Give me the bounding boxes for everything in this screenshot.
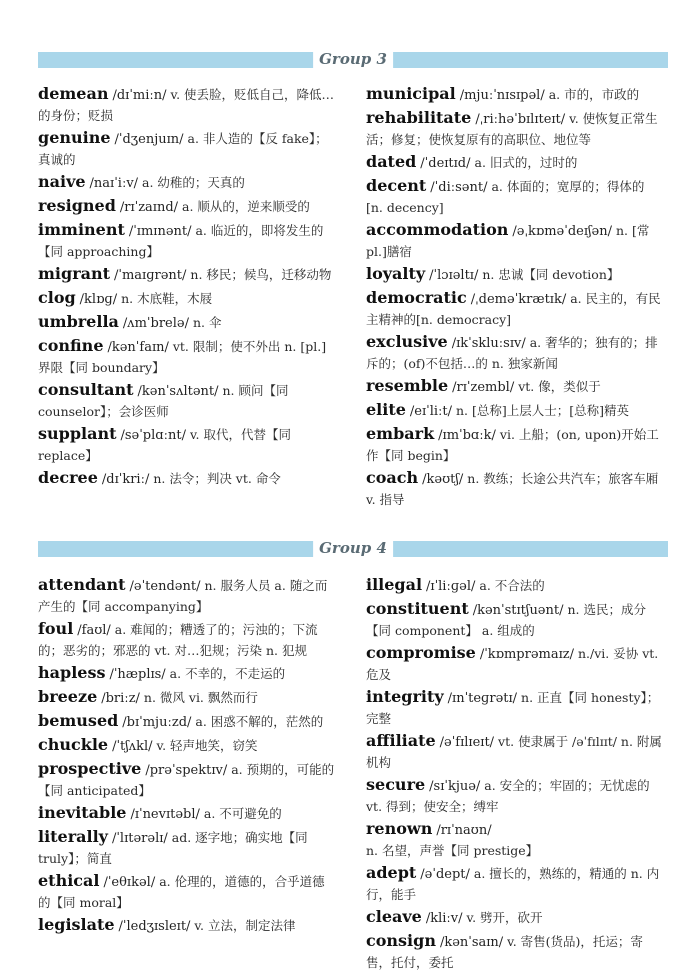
phonetic: /kənˈsaɪn/ xyxy=(439,935,504,950)
vocab-entry xyxy=(366,468,664,510)
definition: n. [常 pl.]膳宿 xyxy=(366,223,650,259)
definition: n. 木底鞋，木屐 xyxy=(121,291,213,306)
definition: a. 市的，市政的 xyxy=(548,87,640,102)
headword: legislate xyxy=(38,915,115,934)
headword: democratic xyxy=(366,288,467,307)
headword: affiliate xyxy=(366,731,436,750)
phonetic: /klɒɡ/ xyxy=(79,292,118,307)
vocab-entry xyxy=(38,312,336,334)
vocab-entry xyxy=(38,288,336,310)
vocab-entry xyxy=(38,220,336,262)
group-banner xyxy=(38,52,668,68)
headword: demean xyxy=(38,84,109,103)
vocab-entry xyxy=(38,172,336,194)
vocab-entry xyxy=(366,575,664,597)
headword: chuckle xyxy=(38,735,109,754)
headword: elite xyxy=(366,400,406,419)
headword: secure xyxy=(366,775,426,794)
headword: decent xyxy=(366,176,427,195)
vocab-entry xyxy=(38,84,336,126)
phonetic: /ˌriːhəˈbɪlɪteɪt/ xyxy=(475,112,566,127)
vocab-entry xyxy=(38,687,336,709)
phonetic: /ˈlɪtərəlɪ/ xyxy=(111,831,168,846)
phonetic: /ˈɪmɪnənt/ xyxy=(128,224,192,239)
headword: resigned xyxy=(38,196,116,215)
definition: a. 奢华的；独有的；排斥的；(of)不包括…的 n. 独家新闻 xyxy=(366,335,658,371)
definition: vi. 上船；(on, upon)开始工作【同 begin】 xyxy=(366,427,659,463)
phonetic: /sɪˈkjuə/ xyxy=(429,779,481,794)
definition: a. 困惑不解的，茫然的 xyxy=(195,714,324,729)
definition: n./vi. 妥协 vt. 危及 xyxy=(366,646,659,682)
vocab-entry xyxy=(38,468,336,490)
headword: rehabilitate xyxy=(366,108,472,127)
vocab-entry xyxy=(366,108,664,150)
entries-column-left xyxy=(38,84,336,492)
definition: a. 安全的；牢固的；无忧虑的 vt. 得到；使安全；缚牢 xyxy=(366,778,650,814)
phonetic: /naɪˈiːv/ xyxy=(89,176,139,191)
headword: integrity xyxy=(366,687,444,706)
vocab-entry xyxy=(366,288,664,330)
definition: v. 轻声地笑，窃笑 xyxy=(156,738,258,753)
definition: n. 教练；长途公共汽车；旅客车厢 v. 指导 xyxy=(366,471,659,507)
headword: supplant xyxy=(38,424,117,443)
vocab-entry xyxy=(366,264,664,286)
phonetic: /kənˈsʌltənt/ xyxy=(137,384,219,399)
headword: illegal xyxy=(366,575,423,594)
vocab-entry xyxy=(38,735,336,757)
headword: renown xyxy=(366,819,433,838)
vocab-entry xyxy=(38,759,336,801)
vocab-entry xyxy=(366,819,664,861)
phonetic: /ˈkɒmprəmaɪz/ xyxy=(479,647,574,662)
definition: a. 非人造的【反 fake】；真诚的 xyxy=(38,131,328,167)
vocab-entry xyxy=(38,915,336,937)
definition: a. 预期的，可能的【同 anticipated】 xyxy=(38,762,335,798)
definition: n. 忠诚【同 devotion】 xyxy=(482,267,620,282)
headword: bemused xyxy=(38,711,119,730)
entries-column-right xyxy=(366,84,664,512)
definition: a. 不可避免的 xyxy=(203,806,282,821)
vocab-entry xyxy=(38,711,336,733)
definition: a. 不合法的 xyxy=(479,578,545,593)
group-banner xyxy=(38,541,668,557)
vocab-entry xyxy=(366,687,664,729)
phonetic: /kliːv/ xyxy=(425,911,463,926)
definition: n. 选民；成分【同 component】 a. 组成的 xyxy=(366,602,646,638)
definition: a. 旧式的，过时的 xyxy=(474,155,578,170)
definition: n. 服务人员 a. 随之而产生的【同 accompanying】 xyxy=(38,578,328,614)
vocab-entry xyxy=(38,128,336,170)
headword: ethical xyxy=(38,871,100,890)
headword: clog xyxy=(38,288,76,307)
group-title: Group 4 xyxy=(313,538,393,558)
headword: constituent xyxy=(366,599,469,618)
vocab-entry xyxy=(38,871,336,913)
definition: v. 取代，代替【同 replace】 xyxy=(38,427,291,463)
phonetic: /ˈledʒɪsleɪt/ xyxy=(118,919,191,934)
phonetic: /rɪˈzaɪnd/ xyxy=(119,200,179,215)
phonetic: /səˈplɑːnt/ xyxy=(120,428,186,443)
vocab-entry xyxy=(366,220,664,262)
vocab-entry xyxy=(366,931,664,973)
phonetic: /eɪˈliːt/ xyxy=(409,404,452,419)
entries-column-left xyxy=(38,575,336,939)
phonetic: /ˈdeɪtɪd/ xyxy=(420,156,471,171)
vocab-entry xyxy=(366,907,664,929)
definition: n. 伞 xyxy=(192,315,222,330)
vocab-entry xyxy=(38,424,336,466)
definition: a. 伦理的，道德的，合乎道德的【同 moral】 xyxy=(38,874,325,910)
definition: n. 名望，声誉【同 prestige】 xyxy=(366,843,539,858)
vocab-entry xyxy=(366,731,664,773)
headword: hapless xyxy=(38,663,106,682)
vocab-entry xyxy=(38,196,336,218)
headword: inevitable xyxy=(38,803,127,822)
headword: dated xyxy=(366,152,417,171)
headword: foul xyxy=(38,619,74,638)
phonetic: /əˈtendənt/ xyxy=(129,579,201,594)
definition: a. 民主的，有民主精神的[n. democracy] xyxy=(366,291,661,327)
vocab-entry xyxy=(366,775,664,817)
vocab-entry xyxy=(366,400,664,422)
headword: municipal xyxy=(366,84,456,103)
headword: confine xyxy=(38,336,104,355)
phonetic: /əˈdept/ xyxy=(420,867,470,882)
headword: coach xyxy=(366,468,419,487)
headword: resemble xyxy=(366,376,449,395)
vocab-entry xyxy=(38,619,336,661)
phonetic: /ɪˈliːɡəl/ xyxy=(426,579,476,594)
phonetic: /ɪˈnevɪtəbl/ xyxy=(130,807,200,822)
headword: genuine xyxy=(38,128,111,147)
definition: v. 寄售(货品)，托运；寄售，托付，委托 xyxy=(366,934,643,970)
phonetic: /ˈtʃʌkl/ xyxy=(112,739,153,754)
headword: compromise xyxy=(366,643,476,662)
vocab-entry xyxy=(366,863,664,905)
phonetic: /briːz/ xyxy=(101,691,140,706)
phonetic: /əˈfɪlɪeɪt/ xyxy=(439,735,495,750)
vocab-entry xyxy=(366,332,664,374)
phonetic: /ˈdiːsənt/ xyxy=(430,180,488,195)
vocab-entry xyxy=(366,84,664,106)
definition: n. 顾问【同 counselor】；会诊医师 xyxy=(38,383,289,419)
definition: n. 正直【同 honesty】；完整 xyxy=(366,690,660,726)
group-title: Group 3 xyxy=(313,49,393,69)
phonetic: /rɪˈnaʊn/ xyxy=(436,823,492,838)
definition: n. 微风 vi. 飘然而行 xyxy=(143,690,258,705)
phonetic: /dɪˈmiːn/ xyxy=(112,88,167,103)
vocab-entry xyxy=(38,663,336,685)
vocab-entry xyxy=(38,575,336,617)
vocab-entry xyxy=(366,424,664,466)
definition: n. [总称]上层人士；[总称]精英 xyxy=(455,403,629,418)
headword: prospective xyxy=(38,759,142,778)
vocab-entry xyxy=(38,264,336,286)
headword: decree xyxy=(38,468,98,487)
definition: v. 劈开，砍开 xyxy=(466,910,543,925)
phonetic: /bɪˈmjuːzd/ xyxy=(122,715,192,730)
phonetic: /mjuːˈnɪsɪpəl/ xyxy=(459,88,545,103)
phonetic: /kəʊtʃ/ xyxy=(422,472,464,487)
vocab-entry xyxy=(366,152,664,174)
phonetic: /kənˈfaɪn/ xyxy=(107,340,169,355)
phonetic: /prəˈspektɪv/ xyxy=(145,763,228,778)
phonetic: /ˈhæplɪs/ xyxy=(109,667,166,682)
definition: vt. 使隶属于 /əˈfɪlɪɪt/ n. 附属机构 xyxy=(366,734,662,770)
headword: breeze xyxy=(38,687,98,706)
definition: a. 难闻的；糟透了的；污浊的；下流的；恶劣的；邪恶的 vt. 对…犯规；污染 n. 犯规 xyxy=(38,622,318,658)
vocab-entry xyxy=(366,176,664,218)
headword: umbrella xyxy=(38,312,119,331)
definition: a. 顺从的，逆来顺受的 xyxy=(182,199,310,214)
headword: loyalty xyxy=(366,264,426,283)
vocab-entry xyxy=(38,827,336,869)
definition: a. 临近的，即将发生的【同 approaching】 xyxy=(38,223,324,259)
entries-column-right xyxy=(366,575,664,975)
definition: a. 不幸的，不走运的 xyxy=(169,666,286,681)
phonetic: /ˌdeməˈkrætɪk/ xyxy=(470,292,567,307)
definition: n. 移民；候鸟，迁移动物 xyxy=(190,267,332,282)
phonetic: /dɪˈkriː/ xyxy=(101,472,150,487)
headword: cleave xyxy=(366,907,422,926)
phonetic: /ɪmˈbɑːk/ xyxy=(438,428,496,443)
phonetic: /kənˈstɪtʃuənt/ xyxy=(472,603,564,618)
headword: attendant xyxy=(38,575,126,594)
phonetic: /ˈdʒenjuɪn/ xyxy=(114,132,184,147)
headword: embark xyxy=(366,424,435,443)
phonetic: /əˌkɒməˈdeɪʃən/ xyxy=(512,224,612,239)
definition: v. 使丢脸，贬低自己，降低…的身份；贬损 xyxy=(38,87,335,123)
definition: n. 法令；判决 vt. 命令 xyxy=(153,471,281,486)
definition: v. 立法，制定法律 xyxy=(194,918,296,933)
phonetic: /ɪkˈskluːsɪv/ xyxy=(451,336,526,351)
vocab-entry xyxy=(366,599,664,641)
phonetic: /faʊl/ xyxy=(77,623,111,638)
headword: imminent xyxy=(38,220,125,239)
headword: exclusive xyxy=(366,332,448,351)
headword: consultant xyxy=(38,380,134,399)
headword: adept xyxy=(366,863,417,882)
phonetic: /ˈlɔɪəltɪ/ xyxy=(429,268,479,283)
vocab-entry xyxy=(38,336,336,378)
phonetic: /ˈeθɪkəl/ xyxy=(103,875,156,890)
definition: vt. 像，类似于 xyxy=(518,379,601,394)
phonetic: /ɪnˈteɡrətɪ/ xyxy=(447,691,518,706)
vocab-entry xyxy=(38,380,336,422)
definition: a. 擅长的，熟练的，精通的 n. 内行，能手 xyxy=(366,866,660,902)
phonetic: /ʌmˈbrelə/ xyxy=(122,316,189,331)
vocab-entry xyxy=(366,376,664,398)
headword: consign xyxy=(366,931,436,950)
headword: accommodation xyxy=(366,220,509,239)
phonetic: /rɪˈzembl/ xyxy=(452,380,515,395)
phonetic: /ˈmaɪɡrənt/ xyxy=(114,268,187,283)
definition: v. 使恢复正常生活；修复；使恢复原有的高职位、地位等 xyxy=(366,111,658,147)
definition: ad. 逐字地；确实地【同 truly】；简直 xyxy=(38,830,308,866)
definition: a. 幼稚的；天真的 xyxy=(142,175,245,190)
headword: naive xyxy=(38,172,86,191)
definition: a. 体面的；宽厚的；得体的 [n. decency] xyxy=(366,179,645,215)
vocab-entry xyxy=(38,803,336,825)
headword: literally xyxy=(38,827,108,846)
definition: vt. 限制；使不外出 n. [pl.]界限【同 boundary】 xyxy=(38,339,327,375)
vocab-entry xyxy=(366,643,664,685)
headword: migrant xyxy=(38,264,111,283)
